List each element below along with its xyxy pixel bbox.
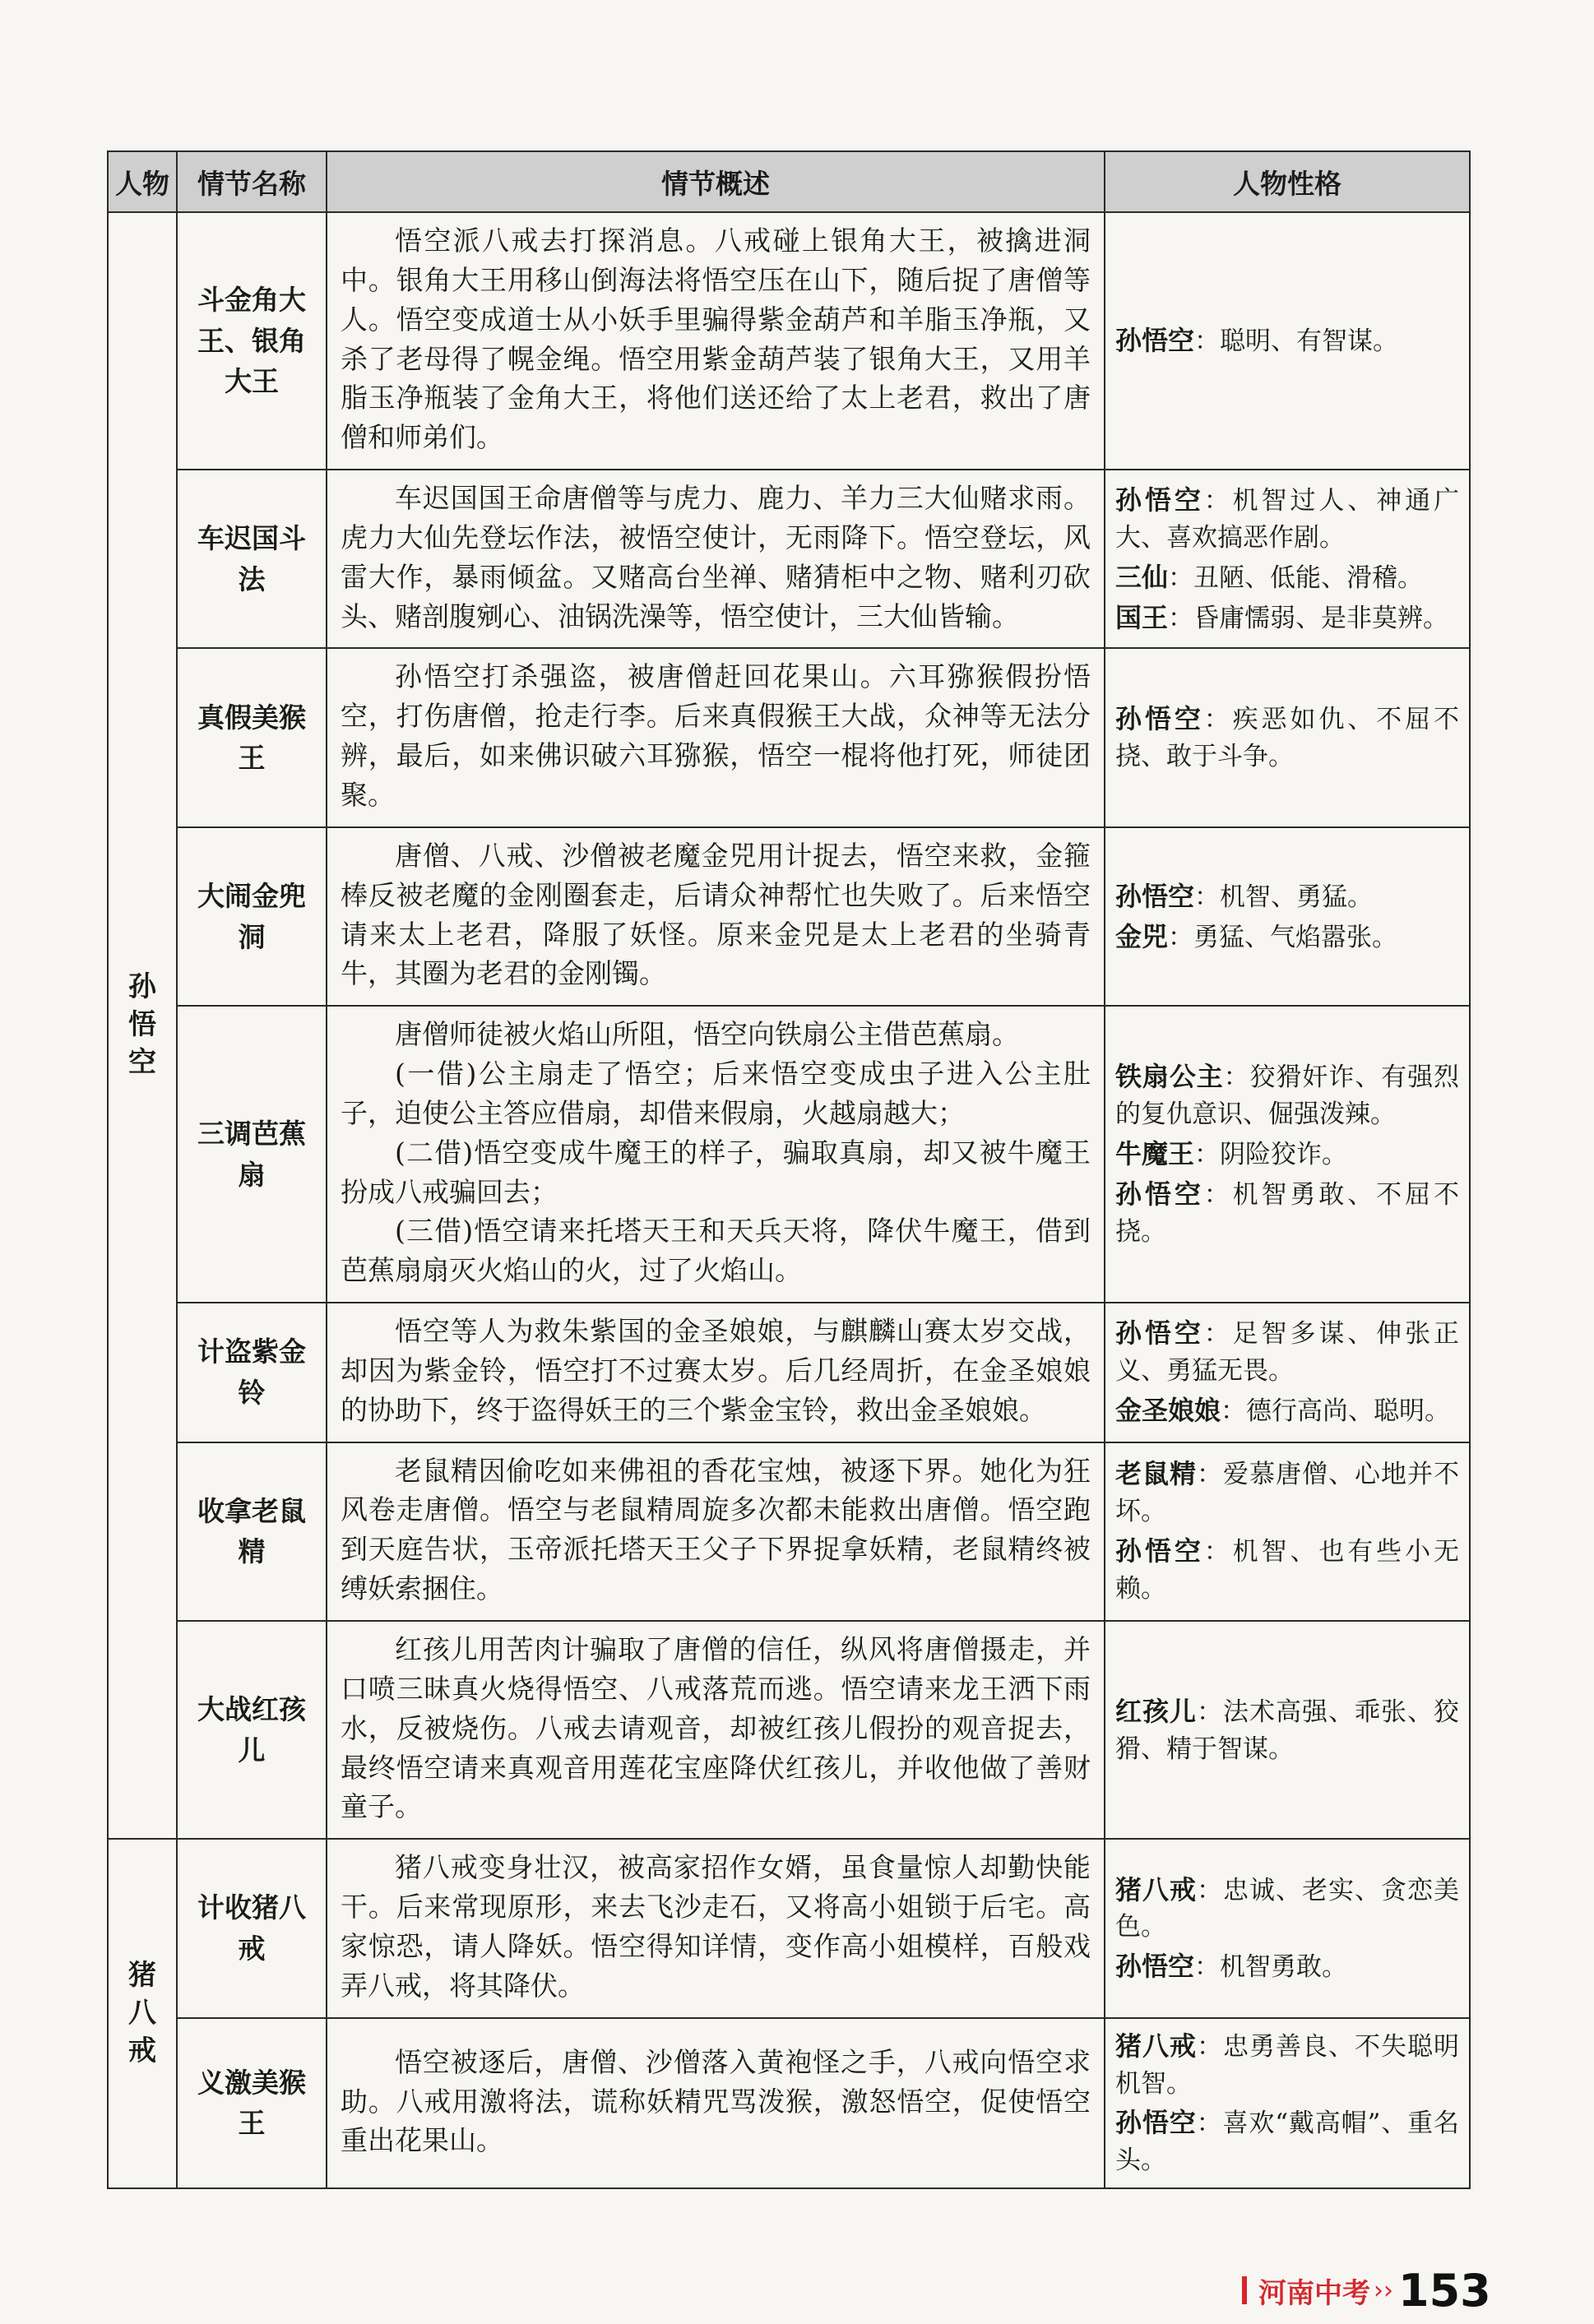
person-name: 孙悟空 — [127, 970, 156, 1080]
plot-summary-cell — [327, 1442, 1105, 1621]
trait-description: ：德行高尚、聪明。 — [1221, 1396, 1451, 1427]
traits-cell — [1105, 1621, 1470, 1839]
trait-character: 金圣娘娘 — [1115, 1395, 1221, 1427]
header-person: 人物 — [108, 151, 177, 212]
traits-cell — [1105, 2018, 1470, 2189]
trait-character: 孙悟空 — [1115, 880, 1195, 912]
trait-character: 牛魔王 — [1115, 1138, 1195, 1170]
trait-character: 三仙 — [1115, 561, 1169, 593]
table-row — [108, 212, 1470, 470]
plot-summary-cell — [327, 1621, 1105, 1839]
table-row — [108, 1006, 1470, 1303]
plot-name-cell: 义激美猴王 — [177, 2018, 327, 2189]
traits-cell — [1105, 648, 1470, 826]
plot-name-cell: 收拿老鼠精 — [177, 1442, 327, 1621]
table-row — [108, 470, 1470, 648]
person-cell — [108, 1839, 177, 2188]
trait-entry — [1115, 1947, 1459, 1986]
trait-character: 猪八戒 — [1115, 1873, 1197, 1905]
trait-description: ：昏庸懦弱、是非莫辨。 — [1168, 603, 1449, 633]
trait-entry — [1115, 1532, 1459, 1608]
plot-summary-cell — [327, 1303, 1105, 1442]
trait-description: ：狡猾奸诈、有强烈的复仇意识、倔强泼辣。 — [1115, 1062, 1459, 1130]
trait-character: 猪八戒 — [1115, 2030, 1197, 2062]
trait-entry — [1115, 1692, 1459, 1768]
header-plot-name: 情节名称 — [177, 151, 327, 212]
trait-character: 红孩儿 — [1115, 1695, 1197, 1727]
trait-entry — [1115, 1175, 1459, 1251]
traits-cell — [1105, 827, 1470, 1006]
trait-description: ：阴险狡诈。 — [1194, 1140, 1348, 1170]
traits-cell — [1105, 212, 1470, 470]
plot-name-cell: 车迟国斗法 — [177, 470, 327, 648]
summary-paragraph: 悟空等人为救朱紫国的金圣娘娘，与麒麟山赛太岁交战，却因为紫金铃，悟空打不过赛太岁。后几经周折，在金圣娘娘的协助下，终于盗得妖王的三个紫金宝铃，救出金圣娘娘。 — [341, 1315, 1091, 1426]
plot-table — [107, 150, 1471, 2189]
trait-character: 孙悟空 — [1115, 703, 1204, 735]
trait-description: ：机智过人、神通广大、喜欢搞恶作剧。 — [1115, 485, 1459, 553]
trait-character: 孙悟空 — [1115, 1317, 1204, 1349]
header-summary: 情节概述 — [327, 151, 1105, 212]
trait-entry — [1115, 1135, 1459, 1174]
trait-entry — [1115, 1871, 1459, 1947]
trait-entry — [1115, 1058, 1459, 1133]
trait-description: ：机智勇敢、不屈不挠。 — [1115, 1180, 1459, 1248]
trait-entry — [1115, 599, 1459, 637]
trait-entry — [1115, 1391, 1459, 1430]
summary-paragraph: 老鼠精因偷吃如来佛祖的香花宝烛，被逐下界。她化为狂风卷走唐僧。悟空与老鼠精周旋多次都未能救出唐僧。悟空跑到天庭告状，玉帝派托塔天王父子下界捉拿妖精，老鼠精终被缚妖索捆住。 — [341, 1454, 1091, 1605]
summary-paragraph: 唐僧、八戒、沙僧被老魔金兕用计捉去，悟空来救，金箍棒反被老魔的金刚圈套走，后请众神帮忙也失败了。后来悟空请来太上老君，降服了妖怪。原来金兕是太上老君的坐骑青牛，其圈为老君的金刚镯。 — [341, 839, 1091, 990]
summary-paragraph: (一借)公主扇走了悟空；后来悟空变成虫子进入公主肚子，迫使公主答应借扇，却借来假扇，火越扇越大； — [341, 1058, 1091, 1129]
trait-description: ：法术高强、乖张、狡猾、精于智谋。 — [1115, 1697, 1459, 1764]
summary-paragraph: 唐僧师徒被火焰山所阻，悟空向铁扇公主借芭蕉扇。 — [395, 1018, 1019, 1051]
summary-paragraph: 悟空派八戒去打探消息。八戒碰上银角大王，被擒进洞中。银角大王用移山倒海法将悟空压在山下，随后捉了唐僧等人。悟空变成道士从小妖手里骗得紫金葫芦和羊脂玉净瓶，又杀了老母得了幌金绳。悟空用紫金葫芦装了银角大王，又用羊脂玉净瓶装了金角大王，将他们送还给了太上老君，救出了唐僧和师弟们。 — [341, 225, 1091, 454]
traits-cell — [1105, 1839, 1470, 2017]
summary-paragraph: 车迟国国王命唐僧等与虎力、鹿力、羊力三大仙赌求雨。虎力大仙先登坛作法，被悟空使计，无雨降下。悟空登坛，风雷大作，暴雨倾盆。又赌高台坐禅、赌猜柜中之物、赌利刃砍头、赌剖腹剜心、油锅洗澡等，悟空使计，三大仙皆输。 — [341, 482, 1091, 632]
trait-description: ：丑陋、低能、滑稽。 — [1168, 562, 1424, 593]
chevron-right-icon: ›› — [1374, 2275, 1393, 2305]
trait-entry — [1115, 322, 1459, 360]
plot-name-cell: 真假美猴王 — [177, 648, 327, 826]
plot-name-cell: 三调芭蕉扇 — [177, 1006, 327, 1303]
trait-entry — [1115, 700, 1459, 775]
table-row — [108, 1839, 1470, 2017]
trait-description: ：机智勇敢。 — [1194, 1952, 1348, 1983]
trait-entry — [1115, 1455, 1459, 1530]
traits-cell — [1105, 1442, 1470, 1621]
trait-character: 孙悟空 — [1115, 1951, 1195, 1983]
summary-paragraph: (二借)悟空变成牛魔王的样子，骗取真扇，却又被牛魔王扮成八戒骗回去； — [341, 1136, 1091, 1208]
person-cell — [108, 212, 177, 1839]
trait-entry — [1115, 918, 1459, 956]
summary-paragraph: 红孩儿用苦肉计骗取了唐僧的信任，纵风将唐僧摄走，并口喷三昧真火烧得悟空、八戒落荒而逃。悟空请来龙王洒下雨水，反被烧伤。八戒去请观音，却被红孩儿假扮的观音捉去，最终悟空请来真观音用莲花宝座降伏红孩儿，并收他做了善财童子。 — [341, 1633, 1091, 1823]
page-number: 153 — [1398, 2264, 1491, 2317]
trait-description: ：疾恶如仇、不屈不挠、敢于斗争。 — [1115, 705, 1459, 772]
traits-cell — [1105, 470, 1470, 648]
plot-summary-cell — [327, 212, 1105, 470]
trait-description: ：足智多谋、伸张正义、勇猛无畏。 — [1115, 1319, 1459, 1387]
trait-description: ：机智、也有些小无赖。 — [1115, 1537, 1459, 1604]
summary-paragraph: (三借)悟空请来托塔天王和天兵天将，降伏牛魔王，借到芭蕉扇扇灭火焰山的火，过了火焰山。 — [341, 1215, 1091, 1287]
trait-character: 孙悟空 — [1115, 2107, 1197, 2139]
summary-paragraph: 孙悟空打杀强盗，被唐僧赶回花果山。六耳猕猴假扮悟空，打伤唐僧，抢走行李。后来真假猴王大战，众神等无法分辨，最后，如来佛识破六耳猕猴，悟空一棍将他打死，师徒团聚。 — [341, 660, 1091, 811]
trait-character: 孙悟空 — [1115, 1178, 1204, 1211]
table-row — [108, 1442, 1470, 1621]
plot-summary-cell — [327, 2018, 1105, 2189]
plot-summary-cell — [327, 470, 1105, 648]
trait-description: ：忠诚、老实、贪恋美色。 — [1115, 1875, 1459, 1942]
header-traits: 人物性格 — [1105, 151, 1470, 212]
plot-name-cell: 计收猪八戒 — [177, 1839, 327, 2017]
plot-summary-cell — [327, 1006, 1105, 1303]
page-footer — [1242, 2266, 1491, 2315]
plot-name-cell: 大闹金兜洞 — [177, 827, 327, 1006]
person-name: 猪八戒 — [127, 1958, 156, 2067]
trait-character: 国王 — [1115, 601, 1169, 633]
trait-entry — [1115, 877, 1459, 916]
table-row — [108, 2018, 1470, 2189]
trait-character: 孙悟空 — [1115, 484, 1204, 516]
plot-summary-cell — [327, 827, 1105, 1006]
summary-paragraph: 悟空被逐后，唐僧、沙僧落入黄袍怪之手，八戒向悟空求助。八戒用激将法，谎称妖精咒骂泼猴，激怒悟空，促使悟空重出花果山。 — [341, 2045, 1091, 2157]
table-body — [108, 212, 1470, 2188]
plot-name-cell: 斗金角大王、银角大王 — [177, 212, 327, 470]
trait-entry — [1115, 481, 1459, 557]
trait-entry — [1115, 558, 1459, 597]
trait-entry — [1115, 2027, 1459, 2103]
table-header-row — [108, 151, 1470, 212]
plot-name-cell: 大战红孩儿 — [177, 1621, 327, 1839]
trait-character: 孙悟空 — [1115, 325, 1195, 357]
traits-cell — [1105, 1303, 1470, 1442]
trait-description: ：勇猛、气焰嚣张。 — [1168, 922, 1398, 952]
trait-character: 老鼠精 — [1115, 1458, 1197, 1490]
trait-description: ：聪明、有智谋。 — [1194, 326, 1399, 357]
table-row — [108, 1621, 1470, 1839]
trait-description: ：喜欢“戴高帽”、重名头。 — [1115, 2109, 1459, 2176]
footer-accent-bar — [1242, 2276, 1247, 2304]
trait-description: ：机智、勇猛。 — [1194, 882, 1374, 912]
table-row — [108, 648, 1470, 826]
trait-entry — [1115, 2104, 1459, 2179]
trait-description: ：忠勇善良、不失聪明机智。 — [1115, 2031, 1459, 2099]
plot-summary-cell — [327, 1839, 1105, 2017]
trait-character: 金兕 — [1115, 920, 1169, 952]
trait-character: 铁扇公主 — [1115, 1061, 1224, 1093]
summary-paragraph: 猪八戒变身壮汉，被高家招作女婿，虽食量惊人却勤快能干。后来常现原形，来去飞沙走石，又将高小姐锁于后宅。高家惊恐，请人降妖。悟空得知详情，变作高小姐模样，百般戏弄八戒，将其降伏。 — [341, 1851, 1091, 2002]
table-row — [108, 1303, 1470, 1442]
footer-brand: 河南中考 — [1258, 2276, 1370, 2310]
plot-summary-cell — [327, 648, 1105, 826]
trait-description: ：爱慕唐僧、心地并不坏。 — [1115, 1460, 1459, 1527]
traits-cell — [1105, 1006, 1470, 1303]
trait-entry — [1115, 1314, 1459, 1390]
table-row — [108, 827, 1470, 1006]
trait-character: 孙悟空 — [1115, 1535, 1204, 1567]
plot-name-cell: 计盗紫金铃 — [177, 1303, 327, 1442]
